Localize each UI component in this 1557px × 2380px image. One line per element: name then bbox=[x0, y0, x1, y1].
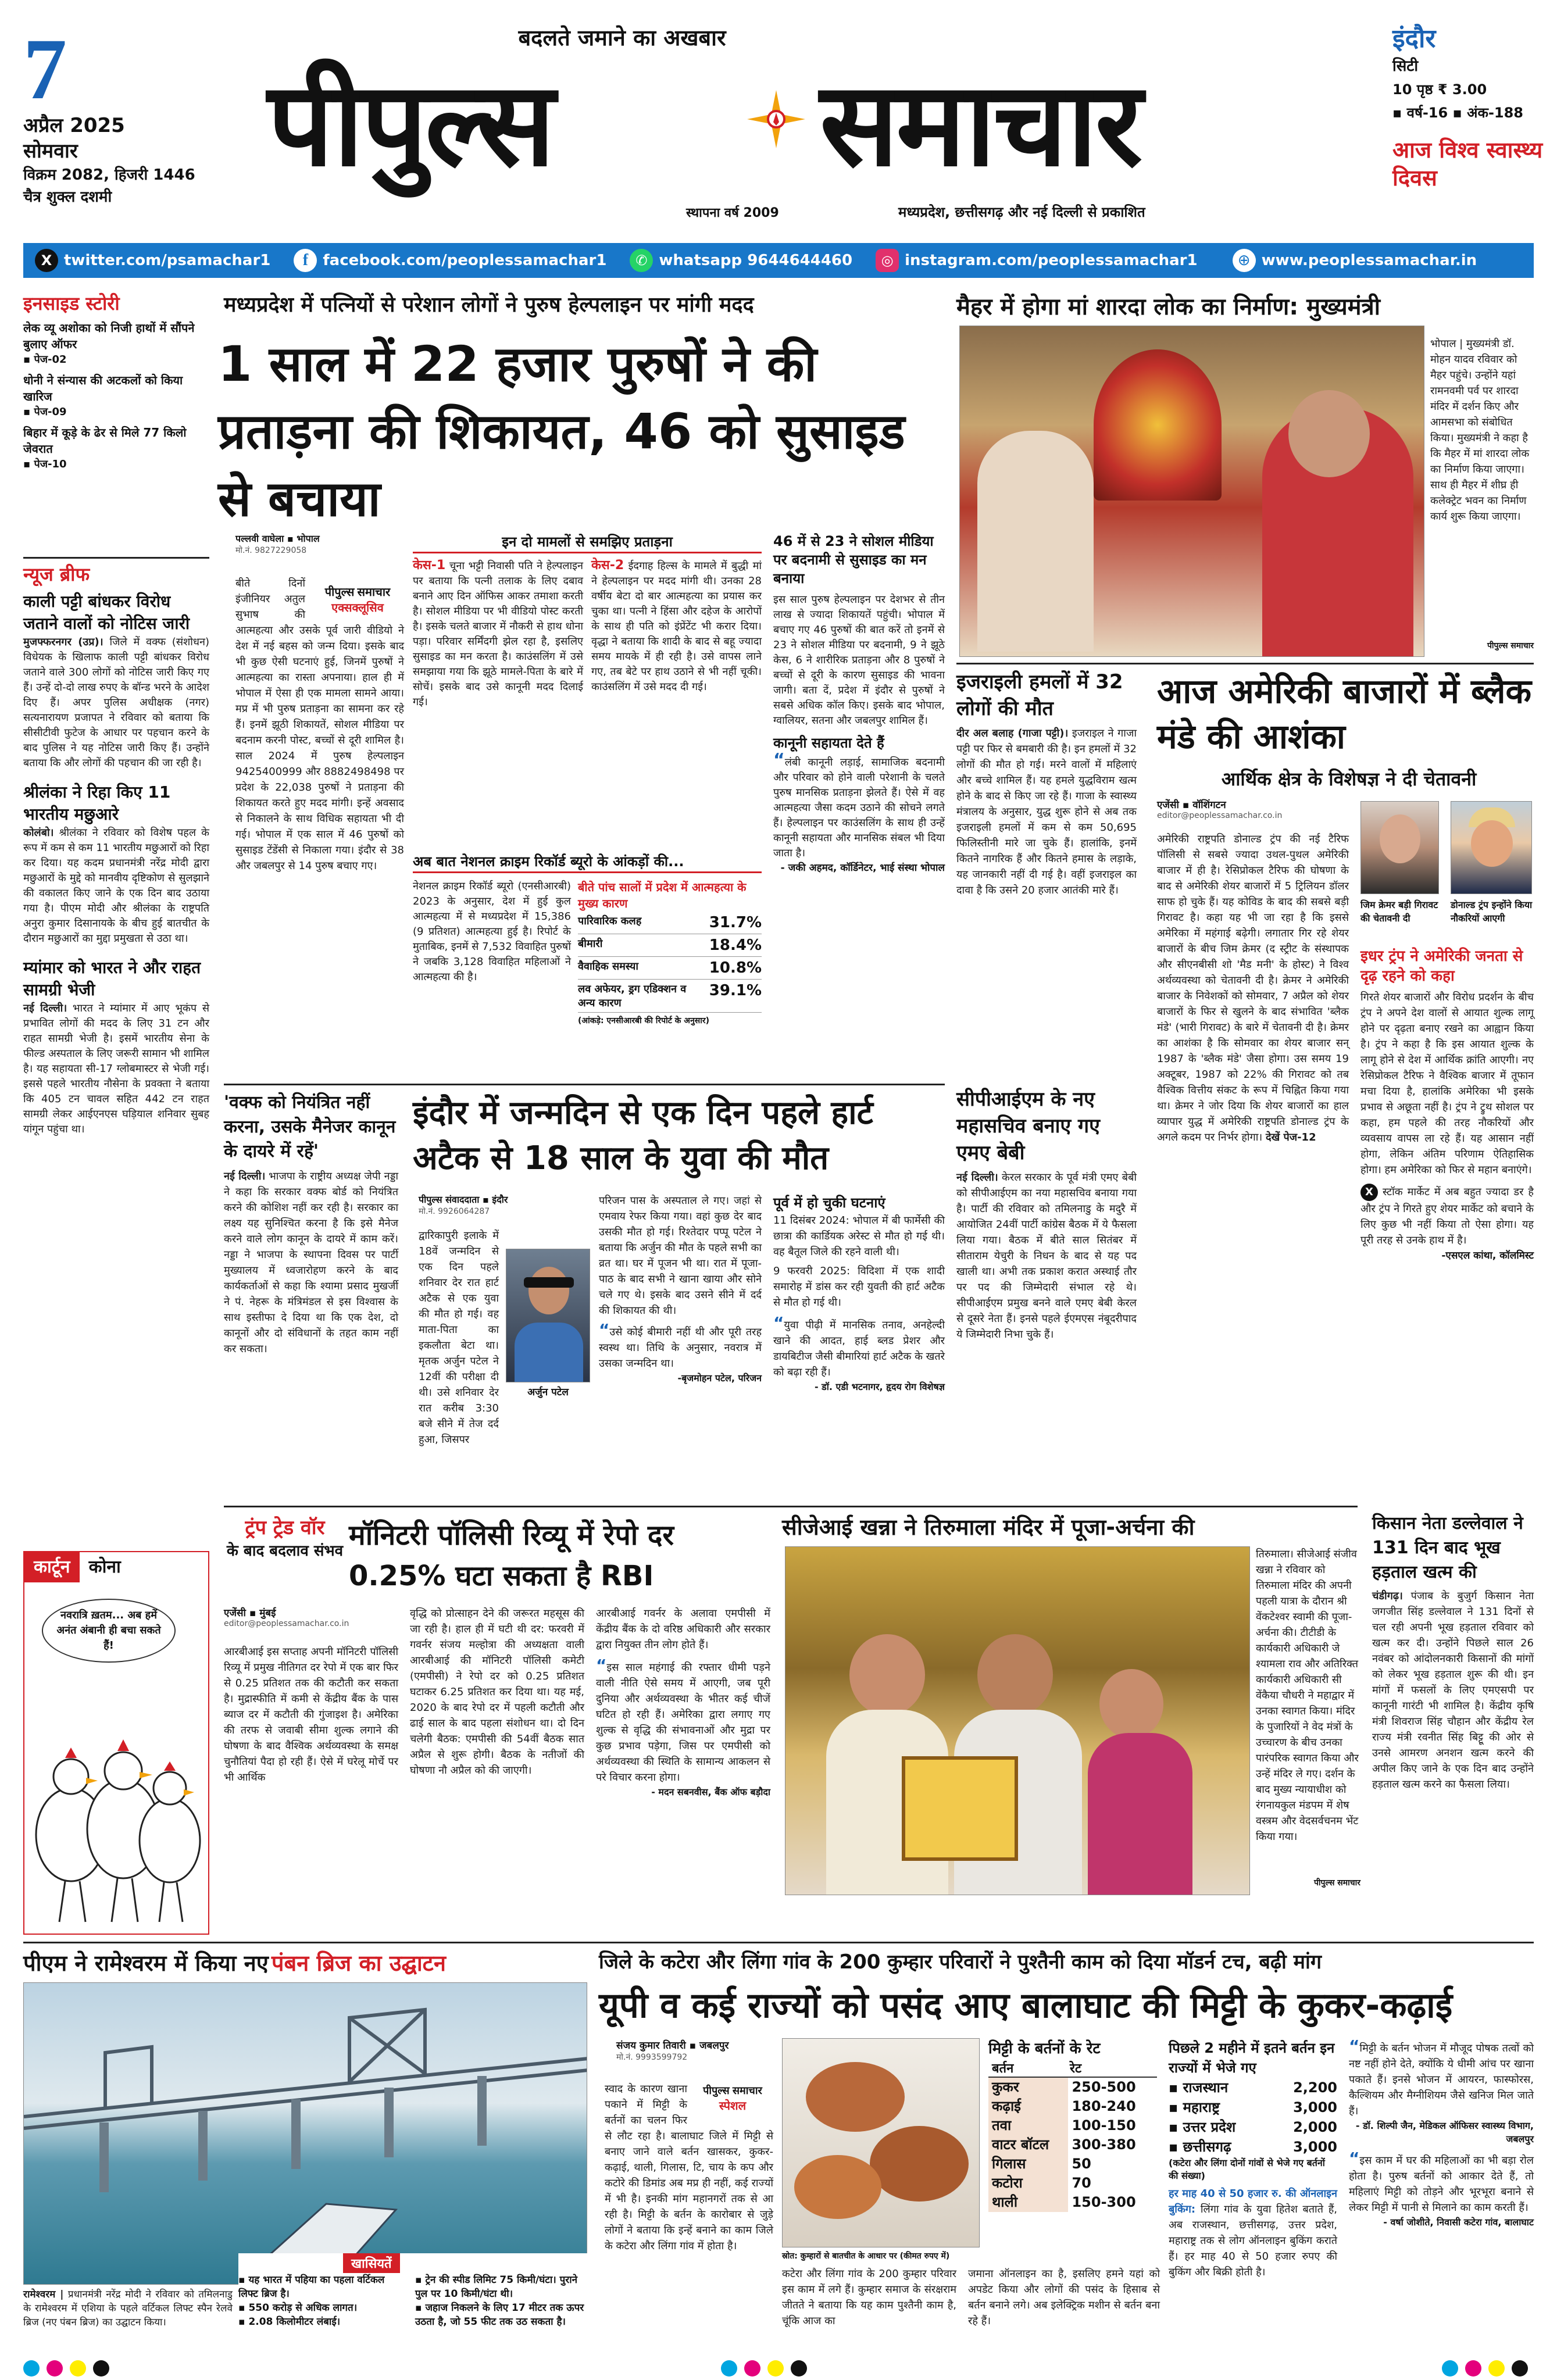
maihar-story-body: भोपाल | मुख्यमंत्री डॉ. मोहन यादव रविवार को मैहर पहुंचे। उन्होंने यहां रामनवमी पर्व पर शारदा मंदिर में दर्शन किए और आमसभा को संबोधित किया। मुख्यमंत्री ने कहा है कि मैहर में मां शारदा लोक का निर्माण किया जाएगा। साथ ही मैहर में शीघ्र ही कलेक्ट्रेट भवन का निर्माण कार्य शुरू किया जाएगा। bbox=[1430, 338, 1530, 523]
cji-story-body: तिरुमाला। सीजेआई संजीव खन्ना ने रविवार को तिरुमाला मंदिर की अपनी पहली यात्रा के दौरान श्री वेंकटेश्वर स्वामी की पूजा-अर्चना की। टीटीडी के कार्यकारी अधिकारी जे श्यामला राव और अतिरिक्त कार्यकारी अधिकारी सी वेंकैया चौधरी ने महाद्वार में उनका स्वागत किया। मंदिर के पुजारियों ने वेद मंत्रों के उच्चारण के बीच उनका पारंपरिक स्वागत किया और उन्हें मंदिर ले गए। दर्शन के बाद मुख्य न्यायाधीश को रंगनायकुल मंडपम में शेष वस्त्रम और वेदसर्वचनम भेंट किया गया। bbox=[1256, 1548, 1359, 1843]
date-block bbox=[23, 21, 244, 241]
brief-item: म्यांमार को भारत ने और राहत सामग्री भेजी नई दिल्ली। भारत ने म्यांमार में आए भूकंप से प्रभावित लोगों की मदद के लिए 31 टन और राहत सामग्री भेजी है। इसमें भारतीय सेना के फील्ड अस्पताल के लिए जरूरी सामान भी शामिल है। यह सहायता सी-17 ग्लोबमास्टर से भेजी गई। इससे पहले भारतीय नौसेना के प्रवक्ता ने बताया कि 405 टन चावल सहित 442 टन राहत सामग्री लेकर आईएनएस घड़ियाल शनिवार सुबह यांगून पहुंचा था। bbox=[23, 958, 209, 1135]
facts-heading: खासियतें bbox=[343, 2253, 400, 2273]
legal-heading: कानूनी सहायता देते हैं bbox=[773, 735, 884, 751]
cartoon-heading-left: कार्टून bbox=[24, 1552, 80, 1582]
inside-story-item[interactable]: लेक व्यू अशोका को निजी हाथों में सौंपने बुलाए ऑफर ▪ पेज-02 bbox=[23, 321, 195, 366]
rbi-kicker: ट्रंप ट्रेड वॉर के बाद बदलाव संभव bbox=[226, 1516, 344, 1560]
published-from: मध्यप्रदेश, छत्तीसगढ़ और नई दिल्ली से प्रकाशित bbox=[898, 204, 1145, 220]
exclusive-tag: पीपुल्स समाचार एक्सक्लूसिव bbox=[324, 585, 391, 614]
quote-icon: “ bbox=[773, 750, 785, 770]
rate-row: गिलास 50 bbox=[988, 2154, 1157, 2174]
quote-icon: “ bbox=[773, 1313, 784, 1332]
lead-byline: पल्लवी वाघेला ▪ भोपाल मो.नं. 9827229058 bbox=[235, 533, 320, 555]
special-day: आज विश्व स्वास्थ्य दिवस bbox=[1392, 137, 1543, 191]
date-month-year: अप्रैल 2025 bbox=[23, 114, 125, 137]
supply-row: ▪ उत्तर प्रदेश 2,000 bbox=[1169, 2119, 1337, 2135]
cartoon-speech-bubble: नवरात्रि ख़तम... अब हमें अनंत अंबानी ही बचा सकते हैं! bbox=[42, 1599, 176, 1663]
balaghat-headline: यूपी व कई राज्यों को पसंद आए बालाघाट की मिट्टी के कुकर-कढ़ाई bbox=[599, 1985, 1453, 2026]
date-day: 7 bbox=[23, 21, 67, 117]
social-twitter[interactable]: X twitter.com/psamachar1 bbox=[35, 249, 270, 272]
ncrb-table: बीते पांच सालों में प्रदेश में आत्महत्या के मुख्य कारण पारिवारिक कलह 31.7% बीमारी 18.4% वैवाहिक समस्या 10.8% लव अफेयर, ड्रग एडिक्शन व अन्य कारण 39.1% (आंकड़े: एनसीआरबी की रिपोर्ट के अनुसार) bbox=[578, 880, 762, 1025]
edition-info bbox=[1392, 23, 1544, 192]
cartoon-illustration bbox=[24, 1689, 208, 1934]
arjun-patel-photo bbox=[506, 1249, 590, 1382]
indore-body-2: परिजन पास के अस्पताल ले गए। जहां से एमवाय रेफर किया गया। वहां कुछ देर बाद उसकी मौत हो गई। रिश्तेदार पप्पू पटेल ने बताया कि अर्जुन की मौत के पहले सभी का व्रत था। घर में पूजन भी था। रात में पूजा-पाठ के बाद सभी ने खाना खाया और सोने चले गए थे। इसके बाद उसने सीने में दर्द की शिकायत की थी। “उसे कोई बीमारी नहीं थी और पूरी तरह स्वस्थ था। तिथि के अनुसार, नवरात्र में उसका जन्मदिन था। -बृजमोहन पटेल, परिजन bbox=[599, 1195, 762, 1384]
pamban-facts-box: खासियतें ▪ यह भारत में पहिया का पहला वर्टिकल लिफ्ट ब्रिज है। ▪ 550 करोड़ से अधिक लागत। ▪ 2.08 किलोमीटर लंबाई। ▪ ट्रेन की स्पीड लिमिट 75 किमी/घंटा। पुराने पुल पर 10 किमी/घंटा थी। ▪ जहाज निकलने के लिए 17 मीटर तक ऊपर उठता है, जो 55 फीट तक उठ सकता है। bbox=[238, 2253, 587, 2329]
logo-text-left: पीपुल्स bbox=[267, 57, 553, 192]
logo-emblem-icon bbox=[744, 87, 808, 151]
pamban-headline: पीएम ने रामेश्वरम में किया नए पंबन ब्रिज का उद्घाटन bbox=[23, 1950, 446, 1976]
balaghat-byline: संजय कुमार तिवारी ▪ जबलपुर मो.नं. 9993599792 bbox=[616, 2040, 729, 2062]
indore-body-1: द्वारिकापुरी इलाके में 18वें जन्मदिन से एक दिन पहले शनिवार देर रात हार्ट अटैक से एक युवा की मौत हो गई। वह माता-पिता का इकलौता बेटा था। मृतक अर्जुन पटेल ने 12वीं की परीक्षा दी थी। उसे शनिवार देर रात करीब 3:30 बजे सीने में तेज दर्द हुआ, जिसपर bbox=[419, 1230, 499, 1446]
newspaper-logo bbox=[267, 52, 1314, 203]
prev-heading: पूर्व में हो चुकी घटनाएं bbox=[773, 1195, 885, 1211]
cases-box: इन दो मामलों से समझिए प्रताड़ना केस-1 चूना भट्टी निवासी पति ने हेल्पलाइन पर बताया कि पत्नी तलाक के लिए दबाव बनाने आए दिन ऑफिस आकर तमाशा करती है। सोशल मीडिया पर भी वीडियो पोस्ट करती है। इसके चलते बाजार में नौकरी से हाथ धोना पड़ा। परिवार सर्मिंदगी झेल रहा है, इसलिए सुसाइड का मन करता है। काउंसलिंग में उसे समझाया गया कि झूठे मामले-पिता के बारे में सोचें। इसके बाद उसे कानूनी मदद दिलाई गई। केस-2 ईदगाह हिल्स के मामले में बुद्धी मां ने हेल्पलाइन पर मदद मांगी थी। उनका 28 वर्षीय बेटा दो बार आत्महत्या का प्रयास कर चुका था। पत्नी ने हिंसा और दहेज के आरोपों के साथ ही पति को इंप्रेंटेंट भी करार दिया। वृद्धा ने बताया कि शादी के बाद से बहू ज्यादा समय मायके में ही रही है। उसे वापस लाने गए, तब बेटे पर हाथ उठाने से भी नहीं चूकी। काउंसलिंग में उसे मदद दी गई। bbox=[413, 532, 762, 710]
donald-trump-photo bbox=[1451, 801, 1532, 894]
balaghat-body-1: पीपुल्स समाचार स्पेशल स्वाद के कारण खाना पकाने में मिट्टी के बर्तनों का चलन फिर से लौट रहा है। बालाघाट जिले में मिट्टी से बनाए जाने वाले बर्तन खासकर, कुकर-कढ़ाई, थाली, गिलास, टि, चाय के कप और कटोरे की डिमांड अब मप्र ही नहीं, कई राज्यों में भी है। इनकी मांग महानगरों तक से आ रही है। मिट्टी के बर्तन के कारोबार से जुड़े लोगों ने बताया कि इन्हें बनाने का काम जिले के कटेरा और लिंगा गांव में होता है। bbox=[605, 2083, 773, 2252]
cji-temple-photo bbox=[785, 1546, 1250, 1895]
trump-caption: डोनाल्ड ट्रंप इन्होंने किया नौकरियों आएगी bbox=[1451, 899, 1533, 924]
rbi-byline: एजेंसी ▪ मुंबई editor@peoplessamachar.co.in bbox=[224, 1607, 349, 1628]
ncrb-row: लव अफेयर, ड्रग एडिक्शन व अन्य कारण 39.1% bbox=[578, 980, 762, 1013]
trump-story: इधर ट्रंप ने अमेरिकी जनता से दृढ़ रहने को कहा गिरते शेयर बाजारों और विरोध प्रदर्शन के बीच ट्रंप ने अपने देश वालों से आयात शुल्क लागू होने पर दृढ़ता बनाए रखने का आह्वान किया है। ट्रंप ने कहा है कि इस आयात शुल्क के लागू होने से देश में आर्थिक क्रांति आएगी। नए रेसिप्रोकल टैरिफ ने वैश्विक बाजार में तूफान मचा दिया है, हालांकि अमेरिका भी इसके प्रभाव से अछूता नहीं है। ट्रंप ने ट्रुथ सोशल पर कहा, हम पहले की तरह नौकरियों और व्यवसाय वापस ला रहे हैं। यह आसान नहीं होगा, लेकिन अंतिम परिणाम ऐतिहासिक होगा। हम अमेरिका को फिर से महान बनाएंगे। X स्टॉक मार्केट में अब बहुत ज्यादा डर है और ट्रंप ने गिरते हुए शेयर मार्केट को बचाने के लिए कुछ भी नहीं किया तो ऐसा होगा। यह पूरी तरह से उनके हाथ में है। -एसएल कांथा, कॉलमिस्ट bbox=[1360, 948, 1534, 1262]
cji-headline: सीजेआई खन्ना ने तिरुमाला मंदिर में पूजा-अर्चना की bbox=[782, 1514, 1195, 1540]
pages-price: 10 पृष्ठ ₹ 3.00 bbox=[1392, 81, 1487, 98]
inside-story-heading: इनसाइड स्टोरी bbox=[23, 292, 120, 315]
quote-icon: “ bbox=[599, 1320, 610, 1339]
rate-row: कढ़ाई 180-240 bbox=[988, 2097, 1157, 2116]
waqf-story: 'वक्फ को नियंत्रित नहीं करना, उसके मैनेजर कानून के दायरे में रहें' नई दिल्ली। भाजपा के राष्ट्रीय अध्यक्ष जेपी नड्डा ने कहा कि सरकार वक्फ बोर्ड को नियंत्रित करने की कोशिश नहीं कर रही है। सरकार का लक्ष्य यह सुनिश्चित करना है कि इसे मैनेज करने वाले लोग कानून के दायरे में काम करें। नड्डा ने भाजपा के स्थापना दिवस पर पार्टी मुख्यालय में ध्वजारोहण करने के बाद कार्यकर्ताओं से कहा कि श्यामा प्रसाद मुखर्जी ने पं. नेहरू के मंत्रिमंडल से इस विश्वास के साथ इस्तीफा दे दिया था कि एक देश, दो कानूनों और दो संविधानों के तहत काम नहीं कर सकता। bbox=[224, 1091, 398, 1357]
social-bar bbox=[23, 243, 1534, 278]
pamban-bridge-photo bbox=[23, 1982, 587, 2285]
america-subhead: आर्थिक क्षेत्र के विशेषज्ञ ने दी चेतावनी bbox=[1221, 768, 1477, 790]
ncrb-heading: अब बात नेशनल क्राइम रिकॉर्ड ब्यूरो के आंकड़ों की... bbox=[413, 852, 762, 873]
rate-row: वाटर बॉटल 300-380 bbox=[988, 2135, 1157, 2154]
cji-credit: पीपुल्स समाचार bbox=[1313, 1878, 1360, 1888]
lead-kicker: मध्यप्रदेश में पत्नियों से परेशान लोगों ने पुरुष हेल्पलाइन पर मांगी मदद bbox=[224, 293, 754, 317]
quote-icon: “ bbox=[1349, 2149, 1360, 2168]
city-name: इंदौर bbox=[1392, 24, 1436, 53]
established-year: स्थापना वर्ष 2009 bbox=[686, 206, 779, 220]
rate-row: कुकर 250-500 bbox=[988, 2078, 1157, 2097]
balaghat-body-2: कटेरा और लिंगा गांव के 200 कुम्हार परिवार इस काम में लगे हैं। कुम्हार समाज के संरक्षराम जीतते ने बताया कि यह काम पुश्तैनी काम है, चूंकि आज का bbox=[782, 2268, 956, 2327]
special-tag: पीपुल्स समाचार स्पेशल bbox=[703, 2085, 762, 2113]
inside-story-item[interactable]: धोनी ने संन्यास की अटकलों को किया खारिज ▪ पेज-09 bbox=[23, 373, 183, 418]
balaghat-kicker: जिले के कटेरा और लिंगा गांव के 200 कुम्हार परिवारों ने पुश्तैनी काम को दिया मॉडर्न टच, बढ़ी मांग bbox=[599, 1950, 1322, 1974]
rbi-body-3: आरबीआई गवर्नर के अलावा एमपीसी में केंद्रीय बैंक के दो वरिष्ठ अधिकारी और सरकार द्वारा नियुक्त तीन लोग होते हैं। “इस साल महंगाई की रफ्तार धीमी पड़ने वाली नीति ऐसे समय में आएगी, जब पूरी दुनिया और अर्थव्यवस्था के भीतर कई चीजें घटित हो रही हैं। अमेरिका द्वारा लगाए गए शुल्क से वृद्धि की संभावनाओं और मुद्रा पर कुछ प्रभाव पड़ेगा, जिस पर एमपीसी को अर्थव्यवस्था की स्थिति के सामान्य आकलन से परे विचार करना होगा। - मदन सबनवीस, बैंक ऑफ बड़ौदा bbox=[596, 1607, 770, 1797]
date-weekday: सोमवार bbox=[23, 140, 78, 163]
america-story-body: अमेरिकी राष्ट्रपति डोनाल्ड ट्रंप की नई टैरिफ पॉलिसी से सबसे ज्यादा उथल-पुथल अमेरिकी बाजार में ही है। रेसिप्रोकल टैरिफ की घोषणा के बाद से अमेरिकी शेयर बाजारों में 5 ट्रिलियन डॉलर साफ हो चुके हैं। यह कोविड के बाद की सबसे बड़ी गिरावट है। कहा यह भी जा रहा है कि इससे अमेरिका में महंगाई बढ़ेगी। लगातार गिर रहे शेयर बाजारों के बीच जिम क्रेमर (द स्ट्रीट के संस्थापक और सीएनबीसी शो 'मैड मनी' के होस्ट) ने विश्व अर्थव्यवस्था को चेतावनी दी है। क्रेमर ने अमेरिकी बाजार के निवेशकों को सोमवार, 7 अप्रैल को शेयर बाजारों के फिर से खुलने के बाद संभावित 'ब्लैक मंडे' (भारी गिरावट) के बारे में चेतावनी दी है। क्रेमर का आशंका है कि सोमवार का शेयर बाजार सन् 1987 के 'ब्लैक मंडे' जैसा होगा। उस समय 19 अक्टूबर, 1987 को 22% की गिरावट को तब वैश्विक वित्तीय संकट के रूप में चिह्नित किया गया था। क्रेमर ने जोर दिया कि शेयर बाजारों का हाल व्यापार युद्ध में अमेरिकी राष्ट्रपति डोनाल्ड ट्रंप के अगले कदम पर निर्भर होगा। देखें पेज-12 bbox=[1157, 833, 1349, 1143]
social-media-heading: 46 में से 23 ने सोशल मीडिया पर बदनामी से सुसाइड का मन बनाया bbox=[773, 533, 934, 587]
clay-pots-photo bbox=[782, 2038, 980, 2247]
rbi-body-1: आरबीआई इस सप्ताह अपनी मॉनिटरी पॉलिसी रिव्यू में प्रमुख नीतिगत दर रेपो में एक बार फिर से 0.25 प्रतिशत तक की कटौती कर सकता है। मुद्रास्फीति में कमी से केंद्रीय बैंक के पास ब्याज दर में कटौती की गुंजाइश है। अमेरिका की तरफ से जवाबी सीमा शुल्क लगाने की घोषणा के बाद वैश्विक अर्थव्यवस्था के समक्ष चुनौतियां पैदा हो रही हैं। ऐसे में घरेलू मोर्चे पर भी आर्थिक bbox=[224, 1646, 398, 1784]
social-instagram[interactable]: ◎ instagram.com/peoplessamachar1 bbox=[876, 249, 1197, 272]
whatsapp-icon: ✆ bbox=[630, 249, 653, 272]
farmer-headline: किसान नेता डल्लेवाल ने 131 दिन बाद भूख हड़ताल खत्म की bbox=[1372, 1513, 1523, 1582]
ncrb-row: वैवाहिक समस्या 10.8% bbox=[578, 957, 762, 980]
supply-box: पिछले 2 महीने में इतने बर्तन इन राज्यों में भेजे गए ▪ राजस्थान 2,200 ▪ महाराष्ट्र 3,000 ▪ उत्तर प्रदेश 2,000 ▪ छत्तीसगढ़ 3,000 (कटेरा और लिंगा दोनों गांवों से भेजे गए बर्तनों की संख्या) हर माह 40 से 50 हजार रु. की ऑनलाइन बुकिंग: लिंगा गांव के युवा हितेश बताते हैं, अब राजस्थान, छत्तीसगढ़, उत्तर प्रदेश, महाराष्ट्र तक से लोग ऑनलाइन बुकिंग कराते हैं। हर माह 40 से 50 हजार रुपए की बुकिंग और बिक्री होती है। bbox=[1169, 2040, 1337, 2278]
instagram-icon: ◎ bbox=[876, 249, 899, 272]
social-website[interactable]: ⊕ www.peoplessamachar.in bbox=[1233, 249, 1477, 272]
facebook-icon: f bbox=[294, 249, 317, 272]
news-brief-heading: न्यूज ब्रीफ bbox=[23, 563, 90, 585]
supply-row: ▪ राजस्थान 2,200 bbox=[1169, 2079, 1337, 2096]
quote-icon: “ bbox=[596, 1656, 607, 1675]
pots-photo-caption: स्रोत: कुम्हारों से बातचीत के आधार पर (कीमत रुपए में) bbox=[782, 2252, 950, 2261]
rate-row: थाली 150-300 bbox=[988, 2193, 1157, 2212]
ncrb-row: बीमारी 18.4% bbox=[578, 934, 762, 957]
date-samvat: विक्रम 2082, हिजरी 1446 bbox=[23, 166, 195, 184]
ncrb-row: पारिवारिक कलह 31.7% bbox=[578, 912, 762, 934]
maihar-photo bbox=[959, 326, 1424, 657]
america-headline: आज अमेरिकी बाजारों में ब्लैक मंडे की आशंका bbox=[1157, 671, 1532, 756]
balaghat-quotes: “मिट्टी के बर्तन भोजन में मौजूद पोषक तत्वों को नष्ट नहीं होने देते, क्योंकि ये धीमी आंच पर खाना पकाते हैं। इनसे भोजन में आयरन, फास्फोरस, कैल्शियम और मैग्नीशियम जैसे खनिज मिल जाते हैं। - डॉ. शिल्पी जैन, मेडिकल ऑफिसर स्वास्थ्य विभाग, जबलपुर “इस काम में घर की महिलाओं का भी बड़ा रोल होता है। पुरुष बर्तनों को आकार देते हैं, तो महिलाएं मिट्टी को तोड़ने और भूरभूरा बनाने से लेकर मिट्टी में पानी से मिलाने का काम करती हैं। - वर्षा जोशीते, निवासी कटेरा गांव, बालाघाट bbox=[1349, 2036, 1534, 2228]
indore-headline: इंदौर में जन्मदिन से एक दिन पहले हार्ट अटैक से 18 साल के युवा की मौत bbox=[413, 1094, 873, 1177]
x-twitter-icon: X bbox=[1360, 1184, 1378, 1201]
year-issue: ▪ वर्ष-16 ▪ अंक-188 bbox=[1392, 105, 1523, 121]
social-whatsapp[interactable]: ✆ whatsapp 9644644460 bbox=[630, 249, 852, 272]
logo-text-right: समाचार bbox=[820, 57, 1141, 192]
x-twitter-icon: X bbox=[35, 249, 58, 272]
brief-item: काली पट्टी बांधकर विरोध जताने वालों को नोटिस जारी मुजफ्फरनगर (उप्र)। जिले में वक्फ (संशोधन) विधेयक के खिलाफ काली पट्टी बांधकर विरोध जताने वाले 300 लोगों को नोटिस जारी किए गए हैं। उन्हें दो-दो लाख रुपए के बॉन्ड भरने के आदेश दिए हैं। अपर पुलिस अधीक्षक (नगर) सत्यनारायण प्रजापत ने रविवार को बताया कि सीसीटीवी फुटेज के आधार पर पहचान करने के बाद पुलिस ने यह नोटिस जारी किए हैं। उन्होंने बताया कि और लोगों की पहचान की जा रही है। bbox=[23, 592, 209, 769]
balaghat-body-3: जमाना ऑनलाइन का है, इसलिए हमने यहां को अपडेट किया और लोगों की पसंद के हिसाब से बर्तन बनाने लगे। अब इलेक्ट्रिक मशीन से बर्तन बना रहे हैं। bbox=[968, 2268, 1160, 2327]
social-media-box: 46 में से 23 ने सोशल मीडिया पर बदनामी से सुसाइड का मन बनाया इस साल पुरुष हेल्पलाइन पर देशभर से तीन लाख से ज्यादा शिकायतें पहुंची। भोपाल में बचाए गए 46 पुरुषों की बात करें तो इनमें से 23 ने सोशल मीडिया पर बदनामी, 9 ने झूठे केस, 6 ने शारीरिक प्रताड़ना और 8 पुरुषों ने बच्चों से दूरी के कारण सुसाइड की भावना जागी। बता दें, प्रदेश में इंदौर से पुरुषों ने सबसे अधिक कॉल किए। इसके बाद भोपाल, ग्वालियर, सतना और जबलपुर शामिल हैं। कानूनी सहायता देते हैं “लंबी कानूनी लड़ाई, सामाजिक बदनामी और परिवार को होने वाली परेशानी के चलते पुरुष मानसिक प्रताड़ना झेलते हैं। ऐसे में वह आत्महत्या जैसा कदम उठाने की सोचने लगते हैं। हेल्पलाइन पर काउंसलिंग के साथ ही उन्हें कानूनी सहायता और मानसिक संबल भी दिया जाता है। - जकी अहमद, कॉर्डिनेटर, भाई संस्था भोपाल bbox=[773, 533, 945, 874]
social-facebook[interactable]: f facebook.com/peoplessamachar1 bbox=[294, 249, 606, 272]
print-color-marks bbox=[0, 2360, 1557, 2378]
globe-icon: ⊕ bbox=[1233, 249, 1256, 272]
inside-story-item[interactable]: बिहार में कूड़े के ढेर से मिले 77 किलो जेवरात ▪ पेज-10 bbox=[23, 426, 187, 470]
cramer-caption: जिम क्रेमर बड़ी गिरावट की चेतावनी दी bbox=[1360, 899, 1438, 924]
pamban-caption: रामेश्वरम | प्रधानमंत्री नरेंद्र मोदी ने रविवार को तमिलनाडु के रामेश्वरम में एशिया के पहले वर्टिकल लिफ्ट स्पैन रेलवे ब्रिज (नए पंबन ब्रिज) का उद्घाटन किया। bbox=[23, 2289, 233, 2328]
lead-headline: 1 साल में 22 हजार पुरुषों ने की प्रताड़ना की शिकायत, 46 को सुसाइड से बचाया bbox=[218, 335, 905, 527]
date-tithi: चैत्र शुक्ल दशमी bbox=[23, 188, 112, 206]
news-brief bbox=[23, 562, 209, 1137]
lead-story-body: पीपुल्स समाचार एक्सक्लूसिव बीते दिनों इंजीनियर अतुल सुभाष की आत्महत्या और उसके पूर्व जारी वीडियो ने देश में नई बहस को जन्म दिया। इसके बाद भी कुछ ऐसी घटनाएं हुई, जिनमें पुरुषों ने आत्महत्या का रास्ता अपनाया। हाल ही में भोपाल में ऐसा ही एक मामला सामने आया। मप्र में भी पुरुष प्रताड़ना का सामना कर रहे हैं। इनमें झूठी शिकायतें, सोशल मीडिया पर बदनाम करनी पोस्ट, बच्चों से दूरी शामिल है। साल 2024 में पुरुष हेल्पलाइन 9425400999 और 8882498498 पर प्रदेश के 22,038 पुरुषों ने प्रताड़ना की शिकायत करते हुए मदद मांगी। इन्हें अवसाद से निकालने के साथ विधिक सहायता भी दी गई। भोपाल में एक साल में 46 पुरुषों को सुसाइड टेंडेंसी से निकाला गया। इंदौर से 38 और जबलपुर से 14 पुरुष बचाए गए। bbox=[235, 577, 404, 872]
masthead-tagline: बदलते जमाने का अखबार bbox=[518, 25, 726, 51]
arjun-photo-caption: अर्जुन पटेल bbox=[527, 1386, 569, 1398]
supply-row: ▪ छत्तीसगढ़ 3,000 bbox=[1169, 2139, 1337, 2155]
cpim-headline: सीपीआईएम के नए महासचिव बनाए गए एमए बेबी bbox=[956, 1088, 1100, 1164]
rate-row: कटोरा 70 bbox=[988, 2174, 1157, 2193]
ncrb-box: अब बात नेशनल क्राइम रिकॉर्ड ब्यूरो के आंकड़ों की... नेशनल क्राइम रिकॉर्ड ब्यूरो (एनसीआरबी) 2023 के अनुसार, देश में हुई कुल आत्महत्या में से मध्यप्रदेश में 15,386 (9 प्रतिशत) आत्महत्या हुई है। रिपोर्ट के मुताबिक, इनमें से 7,532 विवाहित पुरुषों ने जबकि 3,128 विवाहित महिलाओं ने आत्महत्या की है। बीते पांच सालों में प्रदेश में आत्महत्या के मुख्य कारण पारिवारिक कलह 31.7% बीमारी 18.4% वैवाहिक समस्या 10.8% लव अफेयर, ड्रग एडिक्शन व अन्य कारण 39.1% (आंकड़े: एनसीआरबी की रिपोर्ट के अनुसार) bbox=[413, 852, 762, 1026]
quote-icon: “ bbox=[1349, 2036, 1360, 2056]
maihar-credit: पीपुल्स समाचार bbox=[1487, 641, 1534, 651]
indore-byline: पीपुल्स संवाददाता ▪ इंदौर मो.नं. 9926064287 bbox=[419, 1194, 508, 1216]
rates-table: मिट्टी के बर्तनों के रेट बर्तन रेट कुकर 250-500 कढ़ाई 180-240 तवा 100-150 वाटर बॉटल 300-380 गिलास 50 कटोरा 70 थाली 150-300 bbox=[988, 2038, 1157, 2212]
cases-heading: इन दो मामलों से समझिए प्रताड़ना bbox=[413, 532, 762, 553]
inside-story bbox=[23, 291, 209, 471]
brief-item: श्रीलंका ने रिहा किए 11 भारतीय मछुआरे कोलंबो। श्रीलंका ने रविवार को विशेष पहल के रूप में कम से कम 11 भारतीय मछुआरों को रिहा कर दिया। यह कदम प्रधानमंत्री नरेंद्र मोदी द्वारा मछुआरों के मुद्दे को मानवीय दृष्टिकोण से सुलझाने की वकालत किए जाने के एक दिन बाद उठाया गया है। पीएम मोदी और श्रीलंका के राष्ट्रपति अनुरा कुमार दिसानायके के बीच हुई बातचीत के दौरान मछुआरों का मुद्दा प्रमुखता से उठा था। bbox=[23, 782, 209, 945]
edition-name: सिटी bbox=[1392, 58, 1419, 75]
israel-story: इजराइली हमलों में 32 लोगों की मौत दीर अल बलाह (गाजा पट्टी)। इजराइल ने गाजा पट्टी पर फिर से बमबारी की है। इन हमलों में 32 लोगों की मौत हो गई। मरने वालों में महिलाएं और बच्चे शामिल हैं। यह हमले युद्धविराम खत्म होने के बाद से किए जा रहे हैं। गाजा के स्वास्थ्य मंत्रालय के अनुसार, युद्ध शुरू होने से अब तक इजराइली हमलों में कम से कम 50,695 फिलिस्तीनी मारे जा चुके हैं। हालांकि, इनमें कितने नागरिक हैं और कितने हमास के लड़ाके, यह जानकारी नहीं दी गई है। वहीं इजराइल का दावा है कि उसने 20 हजार आतंकी मारे हैं। bbox=[956, 669, 1137, 898]
prev-incidents: पूर्व में हो चुकी घटनाएं 11 दिसंबर 2024: भोपाल में बी फार्मेसी की छात्रा की कार्डियक अरेस्ट से मौत हो गई थी। वह बैतूल जिले की रहने वाली थी। 9 फरवरी 2025: विदिशा में एक शादी समारोह में डांस कर रही युवती की हार्ट अटैक से मौत हो गई थी। “युवा पीढ़ी में मानसिक तनाव, अनहेल्दी खाने की आदत, हाई ब्लड प्रेशर और डायबिटीज जैसी बीमारियां हार्ट अटैक के खतरे को बढ़ा रही हैं। - डॉ. एडी भटनागर, हृदय रोग विशेषज्ञ bbox=[773, 1193, 945, 1393]
maihar-headline: मैहर में होगा मां शारदा लोक का निर्माण: मुख्यमंत्री bbox=[956, 294, 1381, 320]
waqf-headline: 'वक्फ को नियंत्रित नहीं करना, उसके मैनेजर कानून के दायरे में रहें' bbox=[224, 1092, 396, 1162]
rate-row: तवा 100-150 bbox=[988, 2116, 1157, 2135]
jim-cramer-photo bbox=[1360, 801, 1439, 894]
america-byline: एजेंसी ▪ वॉशिंगटन editor@peoplessamachar.co.in bbox=[1157, 799, 1283, 820]
cpim-story: सीपीआईएम के नए महासचिव बनाए गए एमए बेबी नई दिल्ली। केरल सरकार के पूर्व मंत्री एमए बेबी को सीपीआईएम का नया महासचिव बनाया गया है। पार्टी की रविवार को तमिलनाडु के मदुरै में आयोजित 24वीं पार्टी कांग्रेस बैठक में ये फैसला लिया गया। बैठक में बीते साल सितंबर में सीताराम येचुरी के निधन के बाद से यह पद खाली था। अभी तक प्रकाश करात अस्थाई तौर पर पद की जिम्मेदारी संभाल रहे थे। सीपीआईएम प्रमुख बनने वाले एमए बेबी केरल से दूसरे नेता हैं। इनसे पहले ईएमएस नंबूदरीपाद ये जिम्मेदारी निभा चुके हैं। bbox=[956, 1086, 1137, 1342]
cartoon-box bbox=[23, 1551, 209, 1935]
rbi-body-2: वृद्धि को प्रोत्साहन देने की जरूरत महसूस की जा रही है। हाल ही में घटी थी दर: फरवरी में गवर्नर संजय मल्होत्रा की अध्यक्षता वाली आरबीआई की मॉनिटरी पॉलिसी कमेटी (एमपीसी) ने रेपो दर को 0.25 प्रतिशत घटाकर 6.25 प्रतिशत कर दिया था। यह मई, 2020 के बाद रेपो दर में पहली कटौती और ढाई साल के बाद पहला संशोधन था। दो दिन चलेगी बैठक: एमपीसी की 54वीं बैठक सात अप्रैल से शुरू होगी। बैठक के नतीजों की घोषणा नौ अप्रैल को की जाएगी। bbox=[410, 1607, 584, 1777]
cartoon-heading-right: कोना bbox=[88, 1557, 121, 1577]
farmer-story: किसान नेता डल्लेवाल ने 131 दिन बाद भूख हड़ताल खत्म की चंडीगढ़। पंजाब के बुजुर्ग किसान नेता जगजीत सिंह डल्लेवाल ने 131 दिनों से चल रही अपनी भूख हड़ताल रविवार को खत्म कर दी। उन्होंने पिछले साल 26 नवंबर को आंदोलनकारी किसानों की मांगों को लेकर भूख हड़ताल शुरू की थी। इन मांगों में फसलों के लिए एमएसपी पर कानूनी गारंटी भी शामिल है। केंद्रीय कृषि मंत्री शिवराज सिंह चौहान और केंद्रीय रेल राज्य मंत्री रवनीत सिंह बिट्टू की ओर से उनसे आमरण अनशन खत्म करने की अपील किए जाने के एक दिन बाद उन्होंने हड़ताल खत्म करने का फैसला लिया। bbox=[1372, 1511, 1534, 1792]
supply-row: ▪ महाराष्ट्र 3,000 bbox=[1169, 2099, 1337, 2115]
rbi-headline: मॉनिटरी पॉलिसी रिव्यू में रेपो दर 0.25% घटा सकता है RBI bbox=[349, 1519, 674, 1592]
israel-headline: इजराइली हमलों में 32 लोगों की मौत bbox=[956, 670, 1123, 720]
trump-heading: इधर ट्रंप ने अमेरिकी जनता से दृढ़ रहने को कहा bbox=[1360, 948, 1523, 985]
